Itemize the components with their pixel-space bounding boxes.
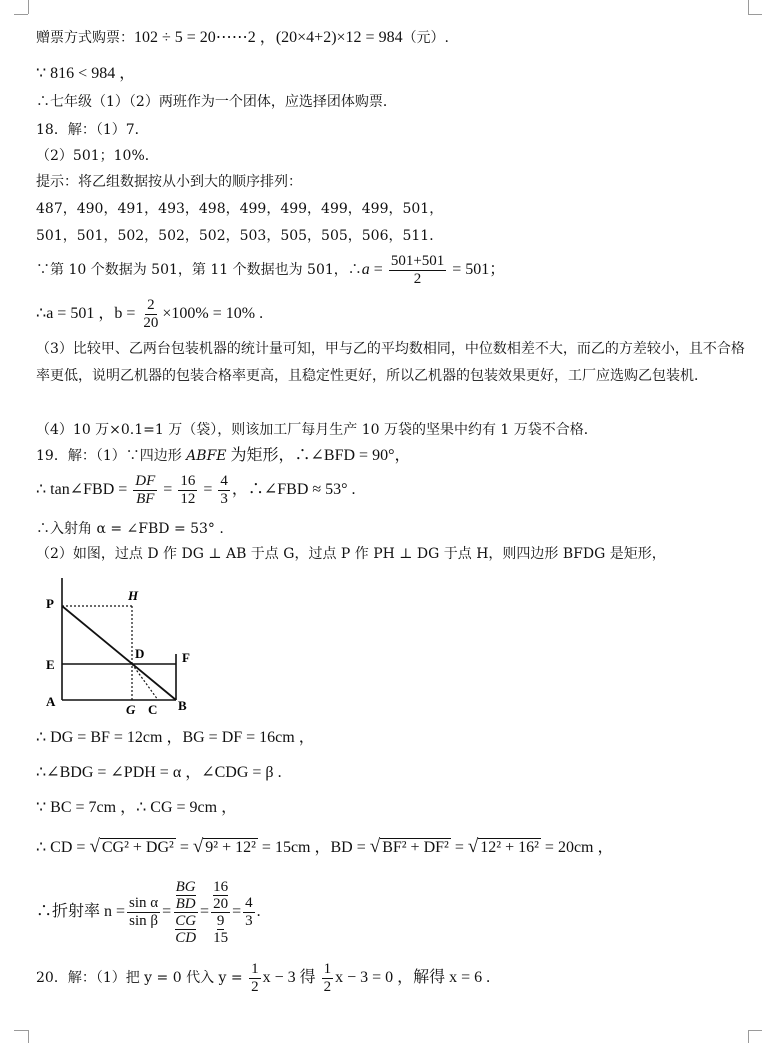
fraction xyxy=(127,895,160,930)
q20-line xyxy=(36,958,490,998)
numerator: 9 xyxy=(216,912,225,929)
label-A: A xyxy=(46,694,56,709)
math: ∴ xyxy=(36,305,47,322)
label-B: B xyxy=(178,698,187,713)
math: . xyxy=(256,903,261,920)
ab-line xyxy=(36,294,263,334)
math: = 20cm ， xyxy=(540,839,614,856)
radicand: BF² + DF² xyxy=(382,839,449,856)
denominator: 2 xyxy=(413,270,422,287)
gift-ticket-line xyxy=(36,28,449,48)
crop-mark xyxy=(14,14,28,15)
fraction xyxy=(133,473,157,508)
math: = 501； xyxy=(448,261,506,278)
numerator: DF xyxy=(135,472,156,489)
text: 赠票方式购票： xyxy=(36,30,134,46)
math: = 15cm ，BD = xyxy=(257,839,370,856)
incident-angle-line: ∴入射角 α = ∠FBD = 53° . xyxy=(36,521,224,537)
fraction xyxy=(249,961,261,996)
compare-line: ∵ 816 < 984 ， xyxy=(36,65,136,82)
fraction xyxy=(178,473,197,508)
data-row-1: 487，490，491，493，498，499，499，499，499，501， xyxy=(36,201,444,217)
numerator: BG xyxy=(175,878,196,895)
var: a xyxy=(361,261,370,278)
text: 19．解：（1）∵四边形 xyxy=(36,448,187,464)
q18-answer-1: 18．解：（1）7． xyxy=(36,122,149,138)
denominator: 3 xyxy=(220,490,228,507)
label-D: D xyxy=(135,646,145,661)
math: x − 3 得 xyxy=(262,969,320,986)
denominator: 20 xyxy=(143,314,159,331)
q18-answer-2: （2）501；10%． xyxy=(36,148,159,164)
numerator: 16 xyxy=(213,878,229,895)
math: ∴ tan∠FBD = xyxy=(36,481,132,498)
fraction xyxy=(322,961,334,996)
tan-line xyxy=(36,468,356,512)
math: = xyxy=(175,839,193,856)
fraction xyxy=(243,895,255,930)
label-G: G xyxy=(126,702,136,716)
angle-line: ∴∠BDG = ∠PDH = α ，∠CDG = β . xyxy=(36,764,282,781)
numerator: sin α xyxy=(129,894,159,911)
numerator: CG xyxy=(175,912,197,929)
label-F: F xyxy=(182,650,190,665)
denominator: 12 xyxy=(180,490,196,507)
compound-fraction xyxy=(211,879,230,946)
math: ×100% = 10% . xyxy=(162,305,264,322)
text: ∵第 10 个数据为 501，第 11 个数据也为 501，∴ xyxy=(36,262,362,278)
radicand: 9² + 12² xyxy=(205,839,256,856)
bc-cg-line: ∵ BC = 7cm ，∴ CG = 9cm ， xyxy=(36,799,238,816)
line-PB xyxy=(62,606,176,700)
geometry-figure xyxy=(40,576,200,716)
math: 为矩形，∴∠BFD = 90°， xyxy=(226,447,411,464)
radicand: 12² + 16² xyxy=(480,839,539,856)
conclusion-line: ∴七年级（1）（2）两班作为一个团体，应选择团体购票． xyxy=(36,94,397,110)
math: x − 3 = 0 ，解得 x = 6 . xyxy=(335,969,491,986)
crop-mark xyxy=(748,14,762,15)
numerator: 2 xyxy=(147,296,155,313)
math: ∴ CD = xyxy=(36,839,90,856)
numerator: 1 xyxy=(251,960,259,977)
numerator: 501+501 xyxy=(390,252,445,269)
q19-line-1 xyxy=(36,446,410,466)
text: 20．解：（1）把 y = 0 代入 y = xyxy=(36,970,248,986)
denominator: BF xyxy=(136,490,155,507)
crop-mark xyxy=(28,1030,29,1043)
denominator: 2 xyxy=(251,978,259,995)
label-H: H xyxy=(128,588,139,603)
numerator: 16 xyxy=(180,472,196,489)
math: 102 ÷ 5 = 20⋯⋯2 ， xyxy=(134,29,276,46)
label-C: C xyxy=(148,702,158,716)
math: = xyxy=(199,481,217,498)
math: ∴折射率 n = xyxy=(36,903,126,920)
denominator: 3 xyxy=(245,912,253,929)
crop-mark xyxy=(748,0,749,14)
math: = xyxy=(159,481,177,498)
radicand: CG² + DG² xyxy=(101,839,174,856)
math: = xyxy=(450,839,468,856)
cd-bd-line: ∴ CD = √ CG² + DG² = √ 9² + 12² = 15cm ，BD = √ BF² + DF² = √ 12² + 16² = 20cm ， xyxy=(36,836,614,857)
paragraph-3: （3）比较甲、乙两台包装机器的统计量可知，甲与乙的平均数相同，中位数相差不大，而乙的方差较小，且不合格率更低，说明乙机器的包装合格率更高，且稳定性更好，所以乙机器的包装效果更好，工厂应选购乙包装机． xyxy=(36,341,745,384)
shape-name: ABFE xyxy=(186,448,227,464)
crop-mark xyxy=(748,1030,762,1031)
text: （元）. xyxy=(402,30,450,46)
hint-line: 提示：将乙组数据按从小到大的顺序排列： xyxy=(36,174,302,190)
numerator: 1 xyxy=(323,960,332,977)
crop-mark xyxy=(28,0,29,14)
numerator: 4 xyxy=(245,894,253,911)
denominator: 15 xyxy=(213,929,229,946)
median-line xyxy=(36,250,505,290)
denominator: sin β xyxy=(129,912,159,929)
fraction xyxy=(141,297,160,332)
dg-bf-line: ∴ DG = BF = 12cm ，BG = DF = 16cm ， xyxy=(36,729,315,746)
denominator: BD xyxy=(175,895,196,912)
numerator: 4 xyxy=(220,472,228,489)
refraction-line: ∴折射率 n = $\frac{\text{sin α}}{\text{sin β}}$ = $\frac{\frac{BG}{BD}}{\frac{CG}{CD}}$ = $\frac{\frac{16}{20}}{\frac{9}{15}}$ = $\frac{4}{3}$ . xyxy=(36,878,261,946)
math: (20×4+2)×12 = 984 xyxy=(275,29,403,46)
compound-fraction xyxy=(173,879,198,946)
q18-answer-4: （4）10 万×0.1=1 万（袋），则该加工厂每月生产 10 万袋的坚果中约有 1 万袋不合格． xyxy=(36,422,598,438)
fraction xyxy=(389,253,446,288)
data-row-2: 501，501，502，502，502，503，505，505，506，511． xyxy=(36,228,444,244)
math: a = 501 ， xyxy=(46,305,115,322)
label-E: E xyxy=(46,657,55,672)
math: b = xyxy=(114,305,140,322)
crop-mark xyxy=(748,1030,749,1043)
q19-part2-line: （2）如图，过点 D 作 DG ⊥ AB 于点 G，过点 P 作 PH ⊥ DG 于点 H，则四边形 BFDG 是矩形， xyxy=(36,546,666,562)
denominator: CD xyxy=(175,929,197,946)
denominator: 2 xyxy=(323,978,332,995)
fraction xyxy=(218,473,230,508)
label-P: P xyxy=(46,596,54,611)
math: = xyxy=(369,261,387,278)
crop-mark xyxy=(14,1030,28,1031)
math: ，∴∠FBD ≈ 53° . xyxy=(231,481,356,498)
denominator: 20 xyxy=(213,895,229,912)
